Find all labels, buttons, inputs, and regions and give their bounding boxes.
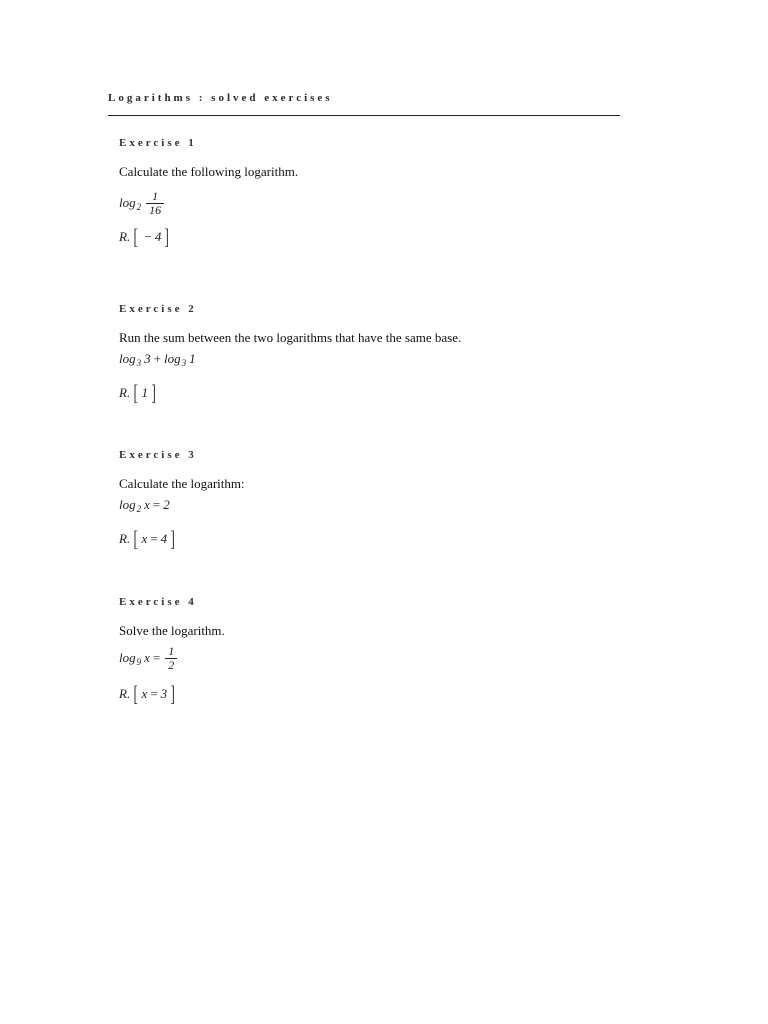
document-title: Logarithms : solved exercises bbox=[108, 92, 333, 104]
fraction-denominator: 16 bbox=[146, 203, 164, 217]
exercise-heading: Exercise 2 bbox=[119, 303, 197, 315]
equals-operator: = bbox=[152, 650, 161, 665]
log-argument: 1 bbox=[189, 351, 196, 366]
log-base: 9 bbox=[136, 657, 142, 667]
answer-label: R. bbox=[119, 531, 131, 546]
log-base: 2 bbox=[136, 202, 142, 212]
exercise-prompt: Solve the logarithm. bbox=[119, 623, 225, 638]
exercise-expression bbox=[119, 641, 639, 675]
answer-equals: = bbox=[150, 686, 158, 701]
answer-equals: = bbox=[150, 531, 158, 546]
variable: x bbox=[144, 497, 150, 512]
fraction-numerator: 1 bbox=[152, 188, 159, 203]
exercise-2 bbox=[119, 302, 639, 404]
answer-label: R. bbox=[119, 686, 131, 701]
log-symbol: log bbox=[119, 497, 136, 512]
open-bracket: [ bbox=[133, 681, 139, 706]
exercise-heading: Exercise 4 bbox=[119, 596, 197, 608]
exercise-4 bbox=[119, 595, 639, 705]
log-symbol: log bbox=[163, 351, 181, 366]
expression-value: 2 bbox=[163, 497, 170, 512]
title-divider bbox=[108, 115, 620, 116]
exercise-answer bbox=[119, 382, 639, 404]
log-base: 2 bbox=[136, 504, 142, 514]
log-symbol: log bbox=[119, 351, 136, 366]
variable: x bbox=[144, 650, 150, 665]
exercise-expression bbox=[119, 186, 639, 220]
exercise-expression bbox=[119, 496, 639, 514]
exercise-answer bbox=[119, 226, 639, 248]
answer-value: 4 bbox=[160, 531, 168, 546]
close-bracket: ] bbox=[164, 224, 170, 249]
exercise-prompt: Calculate the following logarithm. bbox=[119, 164, 299, 179]
exercise-3 bbox=[119, 448, 639, 550]
equals-operator: = bbox=[152, 497, 161, 512]
log-argument: 3 bbox=[144, 351, 151, 366]
fraction bbox=[146, 190, 164, 217]
exercise-answer bbox=[119, 683, 639, 705]
exercise-1 bbox=[119, 136, 639, 248]
fraction-numerator: 1 bbox=[168, 643, 175, 658]
log-symbol: log bbox=[119, 195, 136, 210]
plus-operator: + bbox=[153, 351, 161, 366]
answer-value: 1 bbox=[141, 385, 149, 400]
exercise-prompt: Calculate the logarithm: bbox=[119, 476, 245, 491]
close-bracket: ] bbox=[170, 681, 176, 706]
exercise-heading: Exercise 1 bbox=[119, 137, 197, 149]
exercise-heading: Exercise 3 bbox=[119, 449, 197, 461]
answer-label: R. bbox=[119, 229, 131, 244]
answer-sign: − bbox=[144, 229, 152, 244]
answer-value: 4 bbox=[154, 229, 162, 244]
open-bracket: [ bbox=[133, 380, 139, 405]
answer-variable: x bbox=[141, 686, 148, 701]
answer-value: 3 bbox=[160, 686, 168, 701]
log-base: 3 bbox=[136, 358, 142, 368]
exercise-prompt: Run the sum between the two logarithms that have the same base. bbox=[119, 330, 462, 345]
exercise-answer bbox=[119, 528, 639, 550]
exercise-expression bbox=[119, 350, 639, 368]
fraction bbox=[165, 645, 177, 672]
fraction-denominator: 2 bbox=[165, 658, 177, 672]
answer-variable: x bbox=[141, 531, 148, 546]
close-bracket: ] bbox=[170, 526, 176, 551]
log-symbol: log bbox=[119, 650, 136, 665]
log-base: 3 bbox=[181, 358, 187, 368]
open-bracket: [ bbox=[133, 526, 139, 551]
close-bracket: ] bbox=[151, 380, 156, 405]
answer-label: R. bbox=[119, 385, 131, 400]
open-bracket: [ bbox=[133, 224, 139, 249]
